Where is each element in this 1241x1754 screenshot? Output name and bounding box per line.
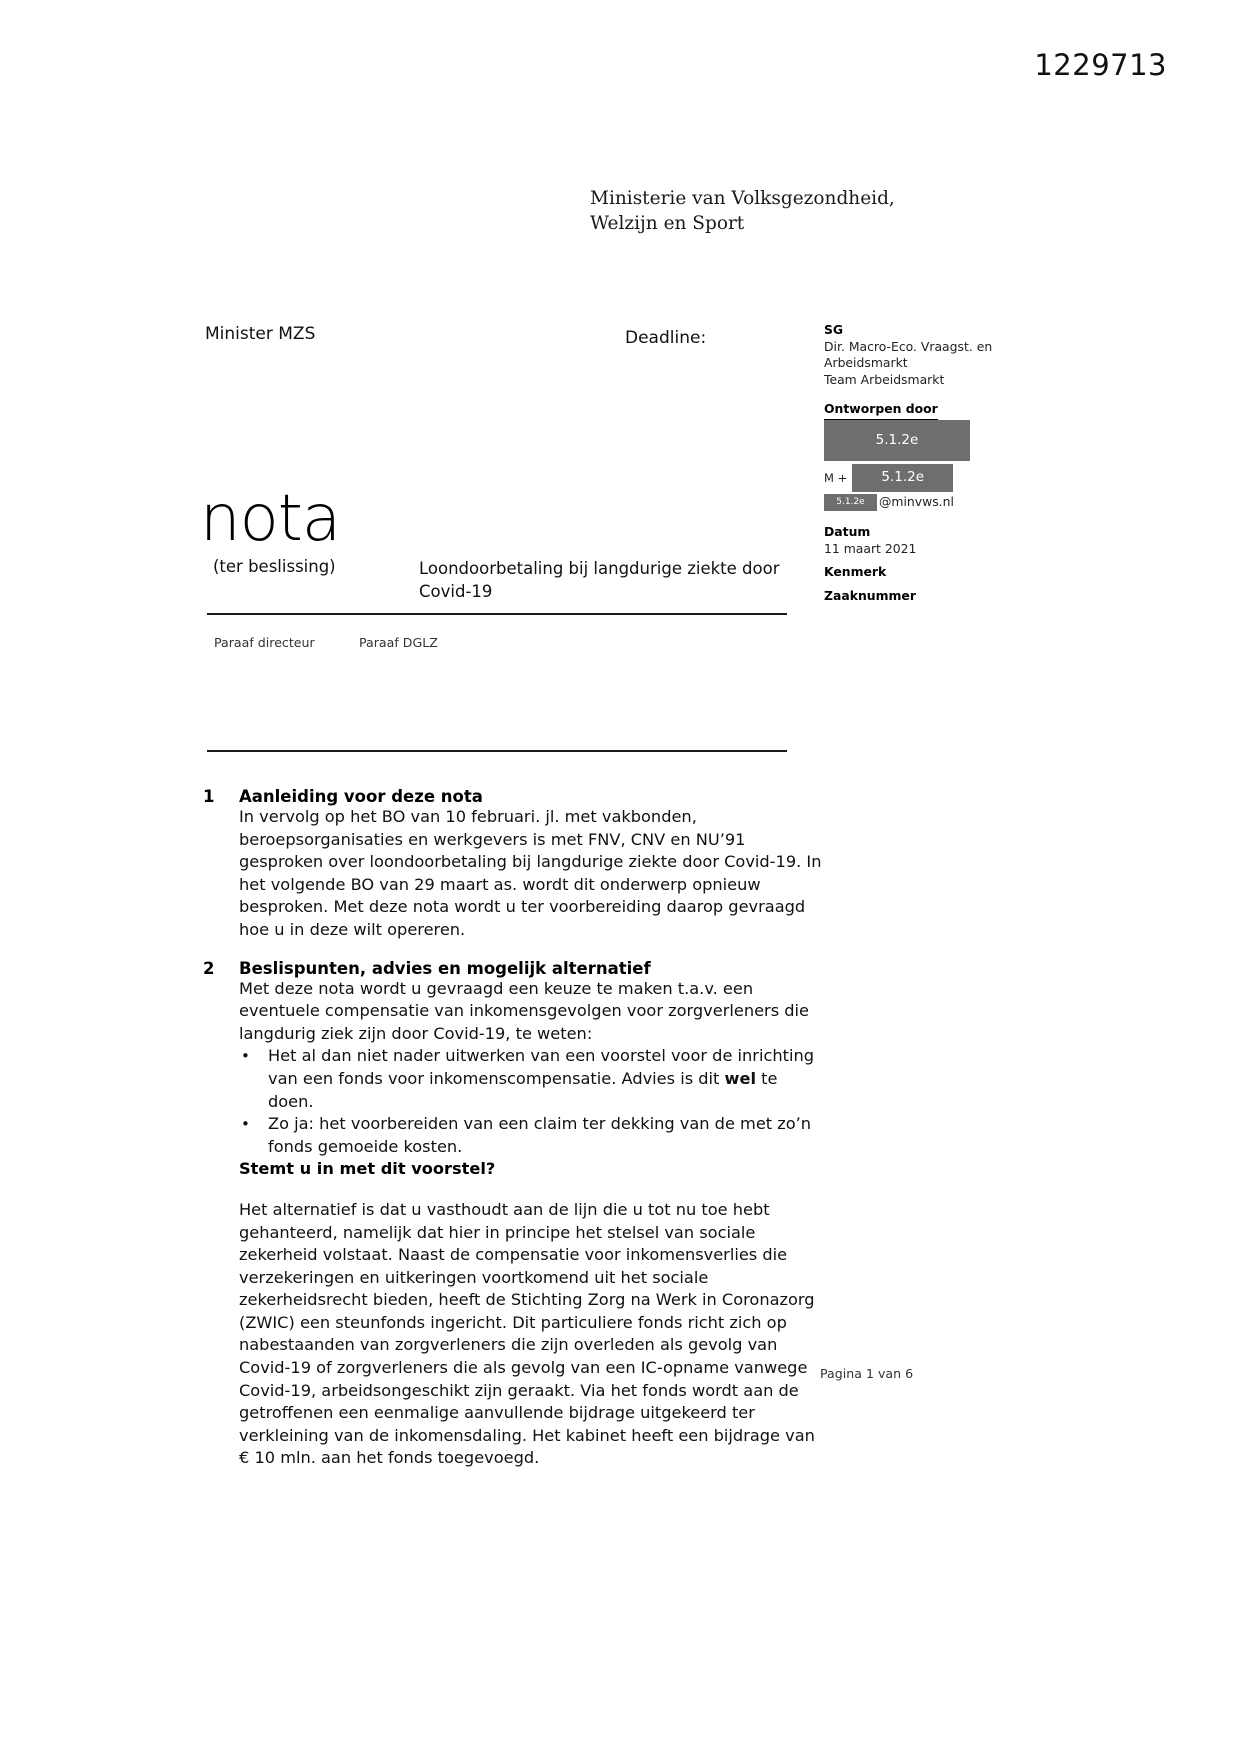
page-title: nota bbox=[200, 482, 341, 556]
document-body bbox=[203, 787, 823, 1487]
bullet-2-text: Zo ja: het voorbereiden van een claim ter dekking van de met zo’n fonds gemoeide kosten. bbox=[268, 1114, 812, 1156]
page-margin-left bbox=[0, 0, 88, 1754]
list-item bbox=[241, 1113, 823, 1158]
section-2 bbox=[203, 959, 823, 1470]
list-item bbox=[241, 1045, 823, 1113]
addressee: Minister MZS bbox=[205, 324, 316, 344]
signature-label-dglz: Paraaf DGLZ bbox=[359, 635, 438, 650]
section-1-title: Aanleiding voor deze nota bbox=[239, 787, 483, 806]
meta-email-domain: @minvws.nl bbox=[879, 494, 954, 510]
page-footer: Pagina 1 van 6 bbox=[820, 1366, 914, 1381]
ministry-letterhead bbox=[590, 186, 895, 236]
redaction-designed-by: 5.1.2e bbox=[824, 420, 970, 462]
meta-designed-by-label: Ontworpen door bbox=[824, 401, 938, 420]
bullet-1-text-pre: Het al dan niet nader uitwerken van een voorstel voor de inrichting van een fonds voor inkomenscompensatie. Advies is dit bbox=[268, 1046, 814, 1088]
section-2-intro: Met deze nota wordt u gevraagd een keuze te maken t.a.v. een eventuele compensatie van inkomensgevolgen voor zorgverleners die langdurig ziek zijn door Covid-19, te weten: bbox=[239, 978, 810, 1043]
ministry-line-2: Welzijn en Sport bbox=[590, 213, 745, 234]
section-1-number: 1 bbox=[203, 787, 215, 806]
meta-zaaknummer-label: Zaaknummer bbox=[824, 587, 916, 603]
decision-question: Stemt u in met dit voorstel? bbox=[239, 1159, 496, 1179]
meta-phone-row bbox=[824, 464, 1004, 492]
meta-team: Team Arbeidsmarkt bbox=[824, 371, 945, 387]
meta-org-unit: SG bbox=[824, 322, 844, 337]
section-1-heading bbox=[203, 787, 823, 806]
ministry-line-1: Ministerie van Volksgezondheid, bbox=[590, 188, 895, 209]
section-2-heading bbox=[203, 959, 823, 978]
meta-phone-prefix: M + bbox=[824, 470, 848, 485]
divider-bottom bbox=[207, 750, 787, 752]
section-2-title: Beslispunten, advies en mogelijk alternatief bbox=[239, 958, 651, 978]
meta-date-label: Datum bbox=[824, 523, 871, 539]
metadata-sidebar bbox=[824, 322, 1004, 604]
section-2-bullet-list bbox=[203, 1045, 823, 1158]
section-2-alternative: Het alternatief is dat u vasthoudt aan de lijn die u tot nu toe hebt gehanteerd, namelijk dat hier in principe het stelsel van sociale zekerheid volstaat. Naast de compensatie voor inkomensverlies die verzekeringen en uitkeringen voortkomend uit het sociale zekerheidsrecht bieden, heeft de Stichting Zorg na Werk in Coronazorg (ZWIC) een steunfonds ingericht. Dit particuliere fonds richt zich op nabestaanden van zorgverleners die zijn overleden als gevolg van Covid-19 of zorgverleners die als gevolg van een IC-opname vanwege Covid-19, arbeidsongeschikt zijn geraakt. Via het fonds wordt aan de getroffenen een eenmalige aanvullende bijdrage uitgekeerd ter verkleining van de inkomensdaling. Het kabinet heeft een bijdrage van € 10 mln. aan het fonds toegevoegd. bbox=[239, 1199, 815, 1468]
section-1-paragraph: In vervolg op het BO van 10 februari. jl. met vakbonden, beroepsorganisaties en werkgevers is met FNV, CNV en NU’91 gesproken over loondoorbetaling bij langdurige ziekte door Covid-19. In het volgende BO van 29 maart as. wordt dit onderwerp opnieuw besproken. Met deze nota wordt u ter voorbereiding daarop gevraagd hoe u in deze wilt opereren. bbox=[239, 807, 822, 939]
bullet-1-text-post: te doen. bbox=[268, 1068, 778, 1111]
bullet-1-text-emphasis: wel bbox=[724, 1068, 757, 1088]
document-subject: Loondoorbetaling bij langdurige ziekte door Covid-19 bbox=[419, 559, 780, 601]
deadline-label: Deadline: bbox=[625, 328, 707, 348]
meta-email-row bbox=[824, 494, 1004, 511]
section-2-number: 2 bbox=[203, 958, 215, 978]
redaction-phone: 5.1.2e bbox=[852, 464, 953, 492]
redaction-email-local: 5.1.2e bbox=[824, 494, 877, 511]
meta-directorate-line-1: Dir. Macro-Eco. Vraagst. en bbox=[824, 338, 993, 354]
section-2-question-wrap bbox=[239, 1158, 823, 1470]
section-1 bbox=[203, 787, 823, 942]
section-2-body bbox=[239, 978, 823, 1046]
divider-top bbox=[207, 613, 787, 615]
signature-label-director: Paraaf directeur bbox=[214, 635, 315, 650]
meta-date-value: 11 maart 2021 bbox=[824, 540, 917, 556]
meta-directorate-line-2: Arbeidsmarkt bbox=[824, 355, 908, 371]
meta-designed-by-label-wrap bbox=[824, 401, 1004, 420]
section-1-body bbox=[239, 806, 823, 942]
document-number: 1229713 bbox=[1034, 48, 1167, 82]
page-margin-bottom bbox=[0, 1606, 1241, 1754]
meta-kenmerk-label: Kenmerk bbox=[824, 564, 887, 580]
document-kind: (ter beslissing) bbox=[213, 557, 336, 576]
